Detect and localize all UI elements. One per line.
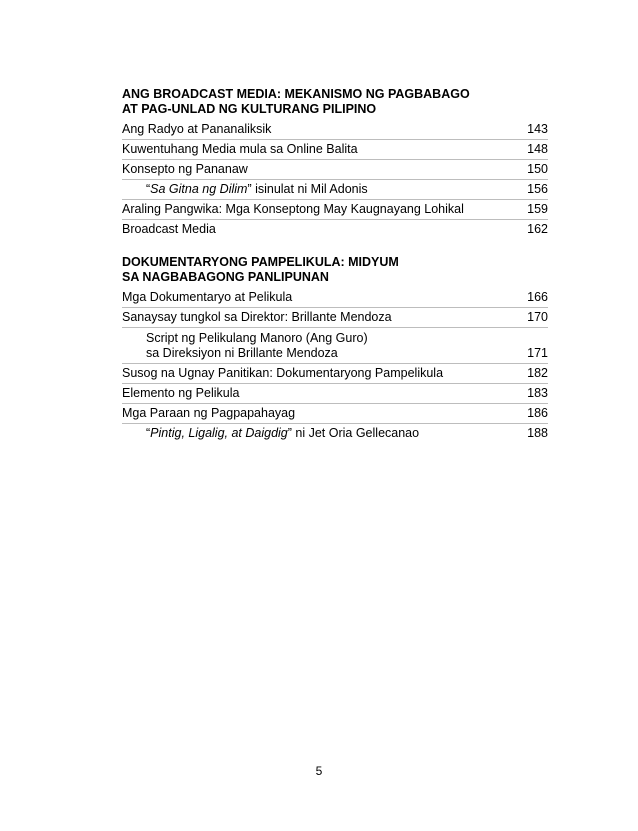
- section-title: [122, 87, 548, 117]
- section-title-line: SA NAGBABAGONG PANLIPUNAN: [122, 270, 329, 284]
- toc-entry-author: ” ni Jet Oria Gellecanao: [287, 426, 420, 440]
- toc-entry-label: [122, 331, 518, 361]
- section-title-line: AT PAG-UNLAD NG KULTURANG PILIPINO: [122, 102, 377, 116]
- toc-entry[interactable]: [122, 383, 548, 403]
- toc-entry-page: 182: [527, 366, 548, 380]
- toc-entry-label: Kuwentuhang Media mula sa Online Balita: [122, 142, 358, 156]
- toc-entry-page: 162: [527, 222, 548, 236]
- toc-entry[interactable]: [122, 327, 548, 363]
- toc-entry[interactable]: [122, 179, 548, 199]
- toc-section-broadcast-media: [122, 87, 548, 239]
- toc-entry[interactable]: [122, 288, 548, 307]
- toc-entry-label: [122, 426, 518, 441]
- toc-entry-page: 171: [527, 346, 548, 360]
- toc-entry-italic-title: Pintig, Ligalig, at Daigdig: [150, 426, 288, 440]
- toc-entry-label: Broadcast Media: [122, 222, 216, 236]
- toc-entry-label: Ang Radyo at Pananaliksik: [122, 122, 272, 136]
- toc-entry-page: 159: [527, 202, 548, 216]
- section-title-line: ANG BROADCAST MEDIA: MEKANISMO NG PAGBABAGO: [122, 87, 470, 101]
- toc-entry-label: Elemento ng Pelikula: [122, 386, 240, 400]
- page-number: 5: [315, 764, 323, 778]
- open-quote: “: [146, 182, 151, 196]
- open-quote: “: [146, 426, 151, 440]
- toc-entry-page: 170: [527, 310, 548, 324]
- toc-entry-label-line: Script ng Pelikulang Manoro (Ang Guro): [146, 331, 368, 345]
- toc-entry-page: 166: [527, 290, 548, 304]
- toc-entry-page: 150: [527, 162, 548, 176]
- toc-entry-page: 156: [527, 182, 548, 196]
- toc-section-dokumentaryong-pampelikula: [122, 255, 548, 443]
- toc-entry-label: Mga Paraan ng Pagpapahayag: [122, 406, 296, 420]
- toc-entry[interactable]: [122, 403, 548, 423]
- section-title-line: DOKUMENTARYONG PAMPELIKULA: MIDYUM: [122, 255, 399, 269]
- toc-entry-label: [122, 182, 518, 197]
- toc-entry[interactable]: [122, 199, 548, 219]
- toc-entry[interactable]: [122, 219, 548, 239]
- toc-entry-page: 186: [527, 406, 548, 420]
- toc-entry[interactable]: [122, 423, 548, 443]
- toc-entry-page: 148: [527, 142, 548, 156]
- toc-entry-label: Araling Pangwika: Mga Konseptong May Kaugnayang Lohikal: [122, 202, 464, 216]
- toc-entry[interactable]: [122, 139, 548, 159]
- toc-entry-label: Susog na Ugnay Panitikan: Dokumentaryong Pampelikula: [122, 366, 444, 380]
- toc-entry-italic-title: Sa Gitna ng Dilim: [150, 182, 248, 196]
- toc-entry[interactable]: [122, 307, 548, 327]
- toc-entry-label: Konsepto ng Pananaw: [122, 162, 248, 176]
- toc-entry-page: 143: [527, 122, 548, 136]
- toc-entry-page: 183: [527, 386, 548, 400]
- toc-entry-label: Mga Dokumentaryo at Pelikula: [122, 290, 293, 304]
- toc-entry-author: ” isinulat ni Mil Adonis: [247, 182, 368, 196]
- toc-entry-label-line: sa Direksiyon ni Brillante Mendoza: [146, 346, 338, 360]
- toc-entry-page: 188: [527, 426, 548, 440]
- toc-entry[interactable]: [122, 159, 548, 179]
- toc-entry[interactable]: [122, 363, 548, 383]
- toc-entry[interactable]: [122, 120, 548, 139]
- section-title: [122, 255, 548, 285]
- toc-entry-label: Sanaysay tungkol sa Direktor: Brillante Mendoza: [122, 310, 392, 324]
